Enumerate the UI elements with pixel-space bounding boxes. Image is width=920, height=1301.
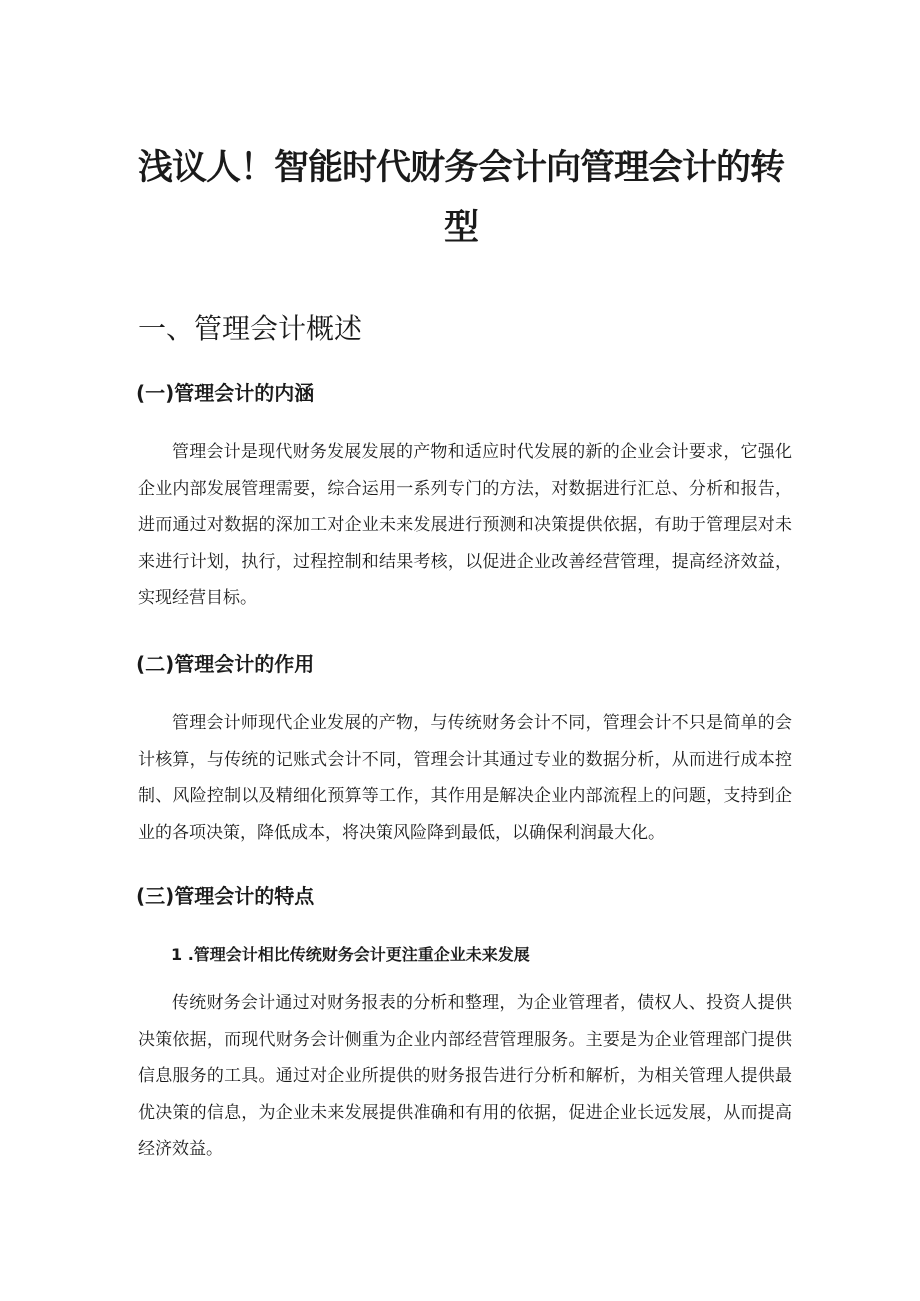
point-heading-future-focus: 1 .管理会计相比传统财务会计更注重企业未来发展 [171, 945, 530, 964]
document-title-line-1: 浅议人！智能时代财务会计向管理会计的转 [138, 148, 785, 188]
document-title-line-2: 型 [444, 208, 479, 248]
paragraph-future-focus: 传统财务会计通过对财务报表的分析和整理，为企业管理者，债权人、投资人提供决策依据，而现代财务会计侧重为企业内部经营管理服务。主要是为企业管理部门提供信息服务的工具。通过对企业所提供的财务报告进行分析和解析，为相关管理人提供最优决策的信息，为企业未来发展提供准确和有用的依据，促进企业长远发展，从而提高经济效益。 [138, 993, 792, 1159]
paragraph-role: 管理会计师现代企业发展的产物，与传统财务会计不同，管理会计不只是简单的会计核算，与传统的记账式会计不同，管理会计其通过专业的数据分析，从而进行成本控制、风险控制以及精细化预算等工作，其作用是解决企业内部流程上的问题，支持到企业的各项决策，降低成本，将决策风险降到最低，以确保利润最大化。 [138, 713, 792, 843]
paragraph-connotation: 管理会计是现代财务发展发展的产物和适应时代发展的新的企业会计要求，它强化企业内部发展管理需要，综合运用一系列专门的方法，对数据进行汇总、分析和报告，进而通过对数据的深加工对企业未来发展进行预测和决策提供依据，有助于管理层对未来进行计划，执行，过程控制和结果考核，以促进企业改善经营管理，提高经济效益，实现经营目标。 [138, 442, 792, 608]
subsection-heading-connotation: (一)管理会计的内涵 [136, 381, 315, 405]
subsection-heading-role: (二)管理会计的作用 [136, 652, 315, 676]
subsection-heading-features: (三)管理会计的特点 [136, 884, 315, 908]
section-heading-overview: 一、管理会计概述 [138, 312, 363, 345]
